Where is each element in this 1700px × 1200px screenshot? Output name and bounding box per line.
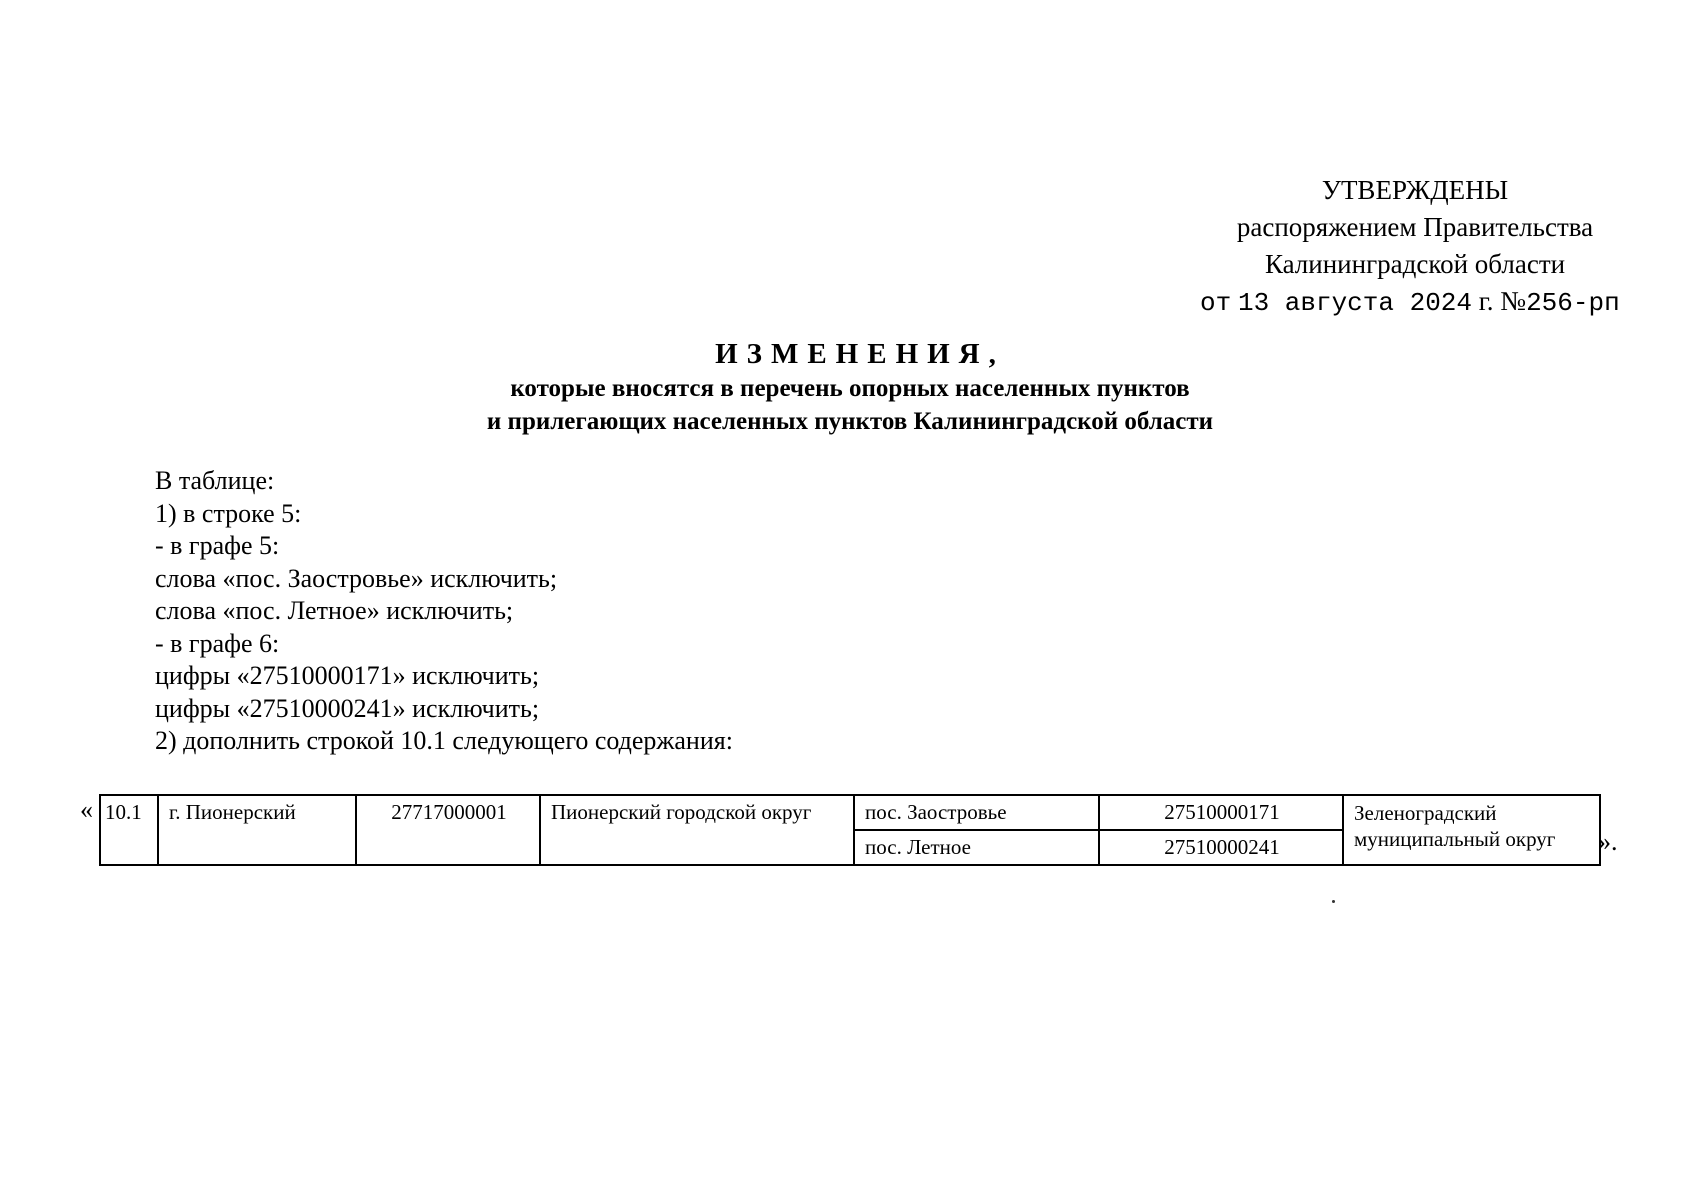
- approval-year-suffix: г. №: [1478, 286, 1527, 316]
- approval-heading: УТВЕРЖДЕНЫ: [1321, 175, 1509, 205]
- body-line: В таблице:: [155, 466, 275, 495]
- body-line: цифры «27510000171» исключить;: [155, 661, 540, 690]
- approval-number: 256-рп: [1526, 288, 1620, 318]
- body-line: слова «пос. Летное» исключить;: [155, 596, 514, 625]
- body-line: 2) дополнить строкой 10.1 следующего содержания:: [155, 726, 733, 755]
- title-main: ИЗМЕНЕНИЯ,: [715, 338, 1005, 370]
- document-title: [0, 336, 1700, 438]
- adjacent-code-cell: 27510000241: [1099, 830, 1343, 865]
- approval-region: Калининградской области: [1264, 249, 1566, 279]
- adjacent-name-cell: пос. Летное: [854, 830, 1099, 865]
- table-row: [100, 795, 1600, 830]
- body-line: цифры «27510000241» исключить;: [155, 693, 540, 723]
- title-subtitle-line-1: которые вносятся в перечень опорных населенных пунктов: [510, 375, 1190, 402]
- title-subtitle-line-2: и прилегающих населенных пунктов Калининградской области: [486, 408, 1214, 435]
- adjacent-name-cell: пос. Заостровье: [854, 795, 1099, 830]
- body-line: - в графе 6:: [155, 628, 280, 658]
- settlement-cell: г. Пионерский: [158, 795, 356, 865]
- body-line: 1) в строке 5:: [155, 498, 302, 528]
- adjacent-municipality-cell: Зеленоградский муниципальный округ: [1343, 795, 1600, 865]
- body-text: [155, 465, 1455, 758]
- approval-date-value: 13 августа 2024: [1237, 288, 1473, 318]
- row-number-cell: 10.1: [100, 795, 158, 865]
- approval-stamp: [1180, 172, 1650, 322]
- oktmo-cell: 27717000001: [356, 795, 540, 865]
- approval-date-prefix: от: [1200, 288, 1232, 318]
- scan-speck: [1332, 900, 1335, 903]
- quote-close: ».: [1598, 827, 1618, 856]
- body-line: слова «пос. Заостровье» исключить;: [155, 563, 558, 593]
- changes-table: [99, 794, 1601, 866]
- municipality-cell: Пионерский городской округ: [540, 795, 854, 865]
- adjacent-code-cell: 27510000171: [1099, 795, 1343, 830]
- quote-open: «: [80, 795, 93, 824]
- approval-authority: распоряжением Правительства: [1236, 212, 1594, 242]
- body-line: - в графе 5:: [155, 531, 280, 560]
- approval-date: [1180, 283, 1650, 322]
